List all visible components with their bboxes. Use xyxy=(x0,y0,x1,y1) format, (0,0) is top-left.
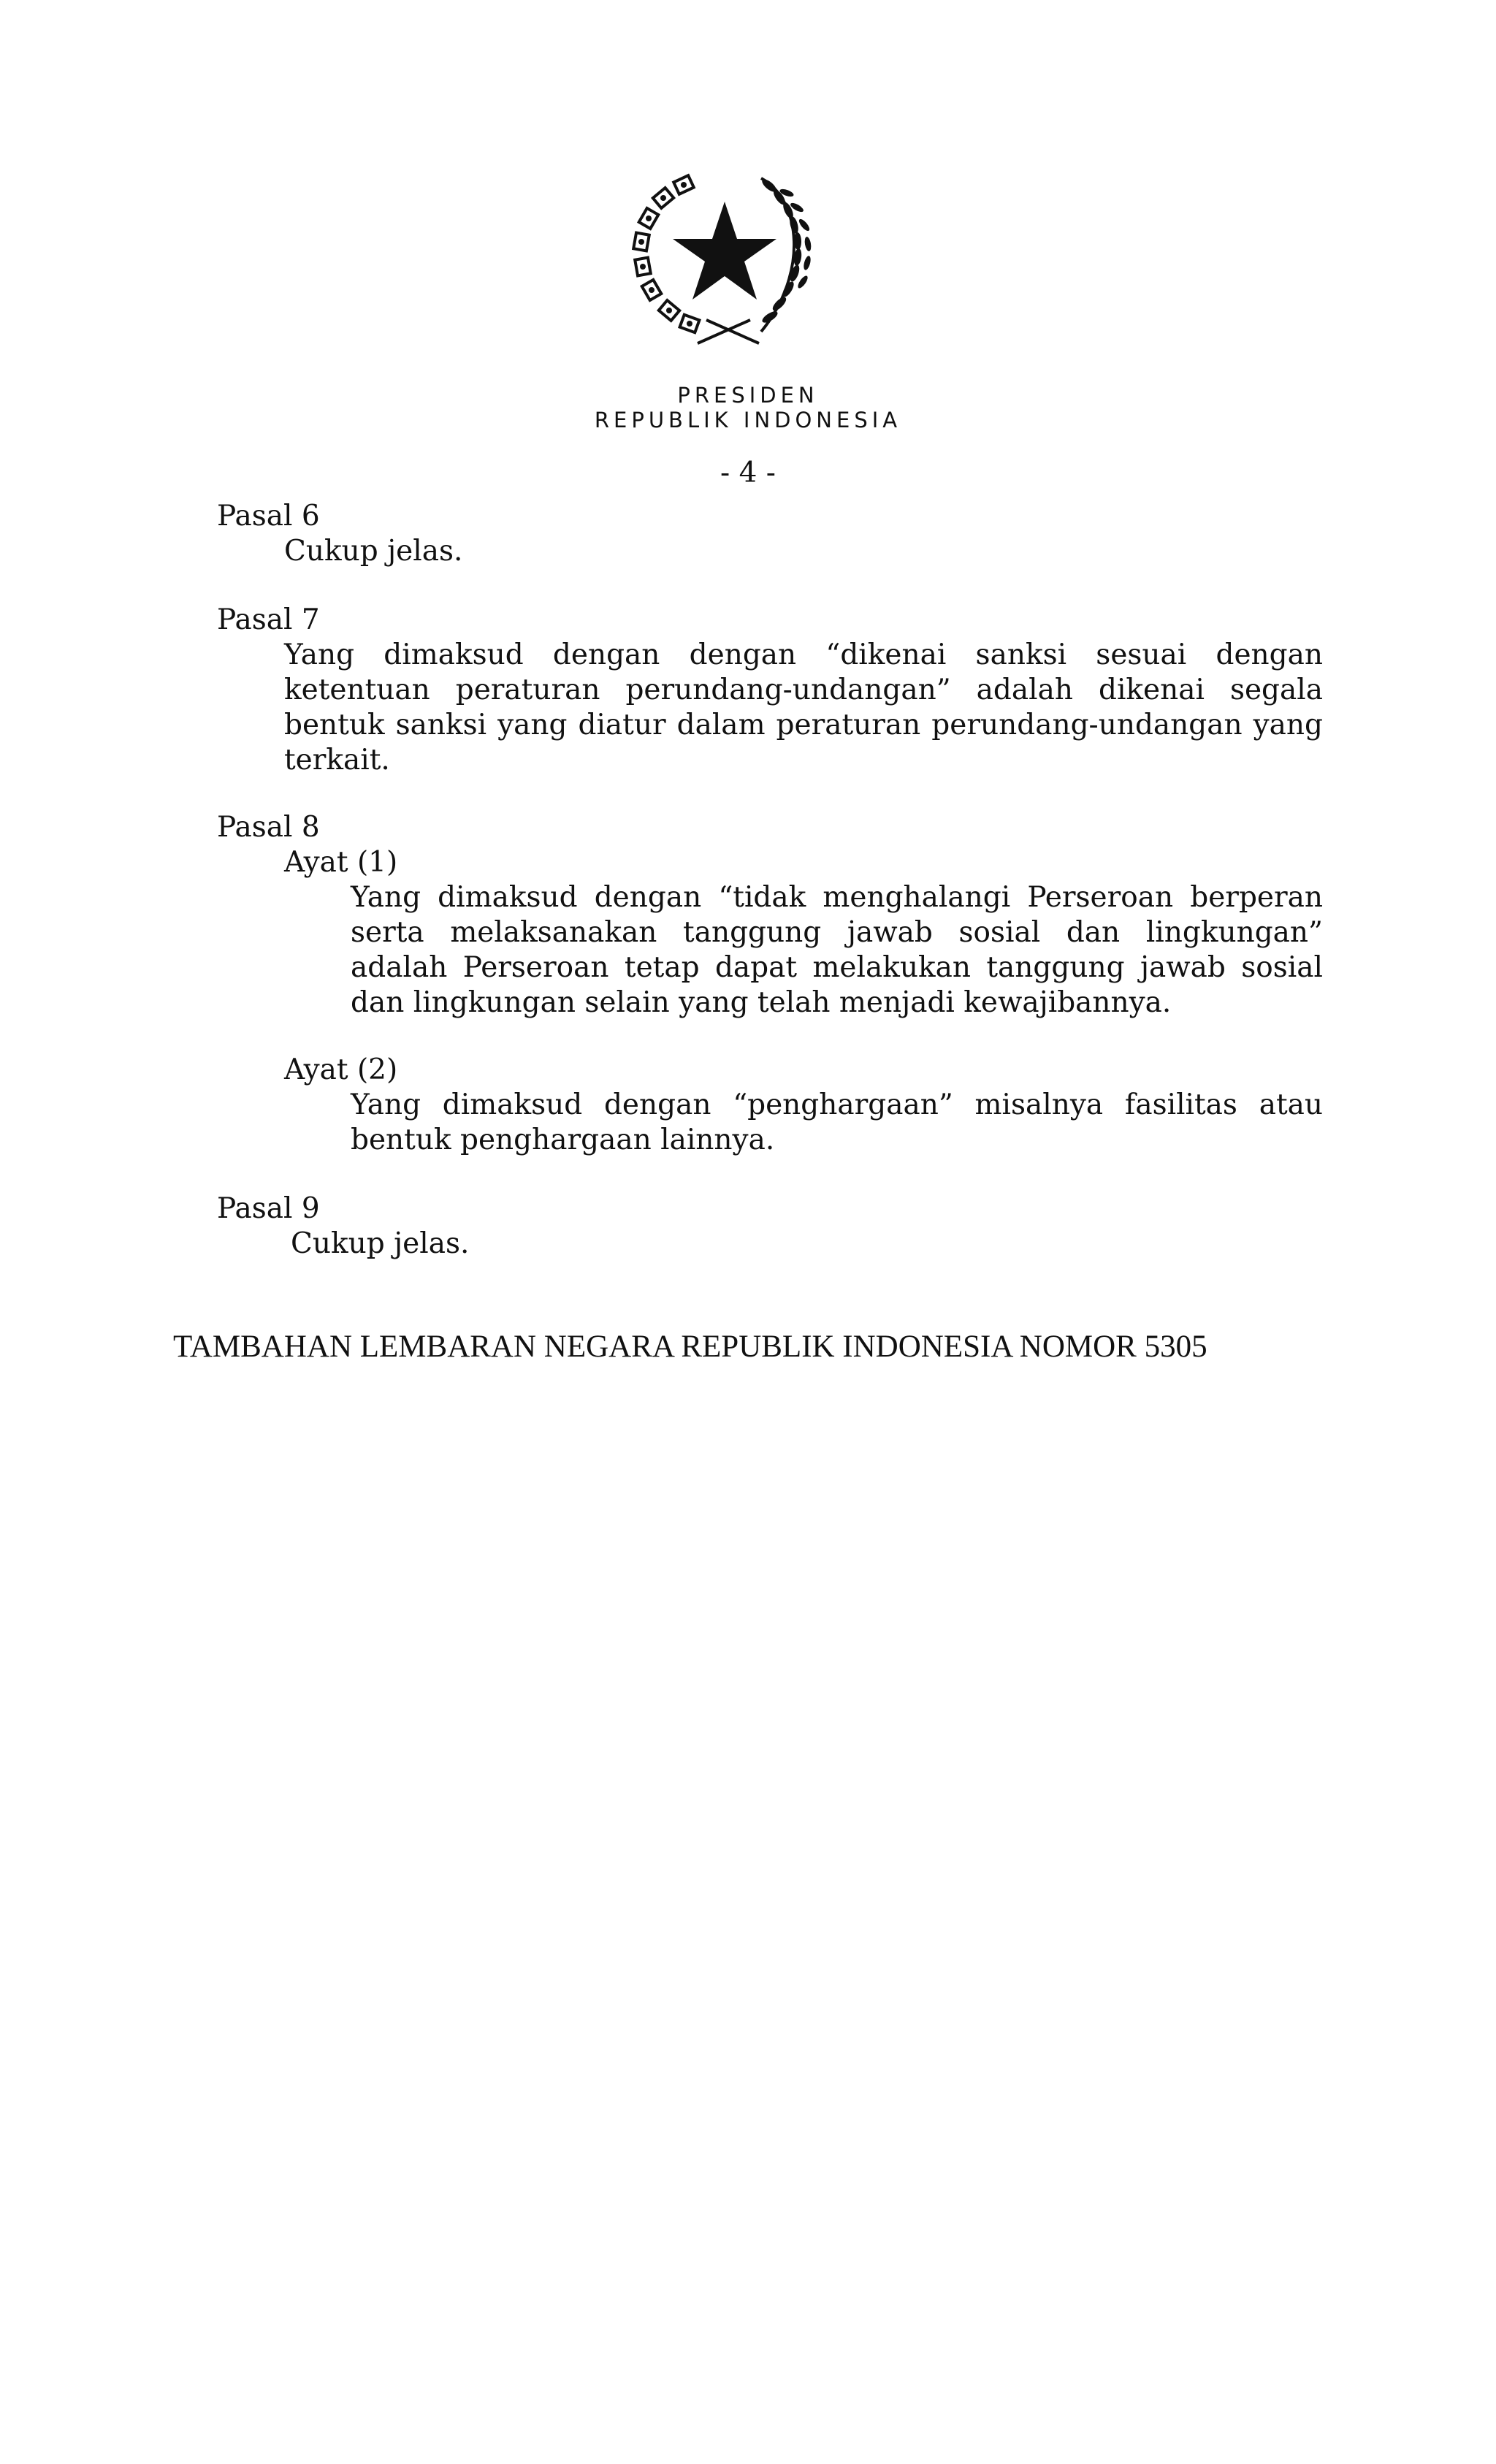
page-number: - 4 - xyxy=(720,457,776,489)
pasal-9-heading: Pasal 9 xyxy=(217,1192,320,1225)
pasal-8-ayat-1-label: Ayat (1) xyxy=(284,846,398,879)
pasal-6-body: Cukup jelas. xyxy=(284,535,463,568)
footer-tambahan-lembaran-negara: TAMBAHAN LEMBARAN NEGARA REPUBLIK INDONESIA NOMOR 5305 xyxy=(173,1330,1207,1364)
header-title-republik: REPUBLIK INDONESIA xyxy=(594,408,902,432)
header-title-presiden: PRESIDEN xyxy=(677,383,819,408)
pasal-8-heading: Pasal 8 xyxy=(217,811,320,844)
presidential-emblem-icon xyxy=(626,164,820,349)
pasal-8-ayat-1-body: Yang dimaksud dengan “tidak menghalangi Perseroan berperan serta melaksanakan tanggung jawab sosial dan lingkungan” adalah Perseroan tetap dapat melakukan tanggung jawab sosial dan lingkungan selain yang telah menjadi kewajibannya. xyxy=(351,881,1323,1019)
pasal-9-body: Cukup jelas. xyxy=(291,1227,470,1260)
pasal-8-ayat-2-body: Yang dimaksud dengan “penghargaan” misalnya fasilitas atau bentuk penghargaan lainnya. xyxy=(351,1088,1323,1156)
pasal-7-heading: Pasal 7 xyxy=(217,603,320,636)
pasal-8-ayat-2-label: Ayat (2) xyxy=(284,1053,398,1086)
pasal-7-body: Yang dimaksud dengan dengan “dikenai sanksi sesuai dengan ketentuan peraturan perundang-undangan” adalah dikenai segala bentuk sanksi yang diatur dalam peraturan perundang-undangan yang terkait. xyxy=(284,638,1323,777)
pasal-6-heading: Pasal 6 xyxy=(217,500,320,533)
